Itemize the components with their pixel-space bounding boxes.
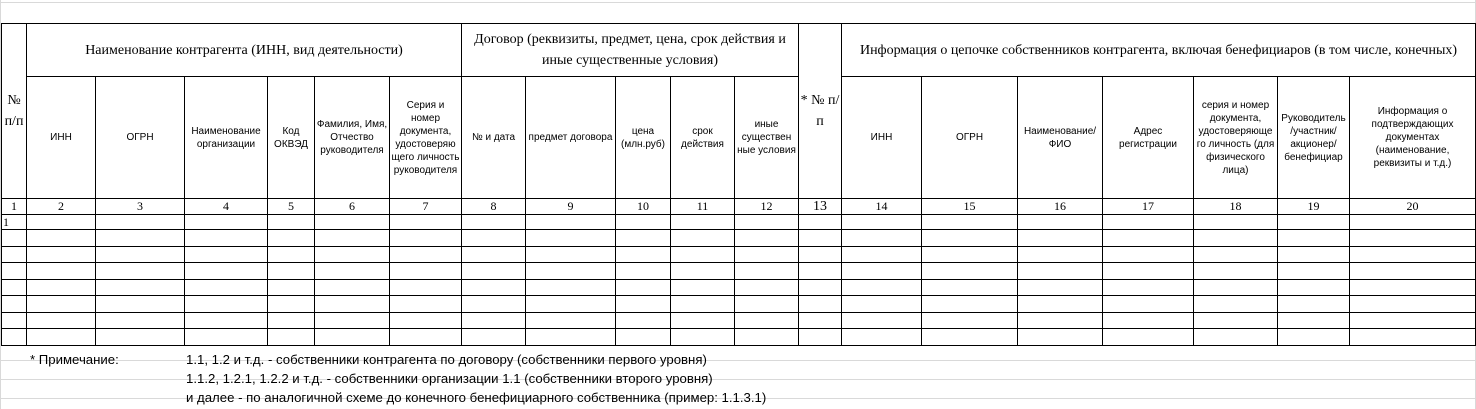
table-cell[interactable] <box>462 215 526 230</box>
subheader-contract-number-date: № и дата <box>462 77 526 199</box>
table-cell[interactable] <box>526 296 616 313</box>
table-cell[interactable] <box>1194 247 1278 263</box>
row-number-cell[interactable] <box>2 247 27 263</box>
table-cell[interactable] <box>268 230 315 247</box>
subheader-owner-inn: ИНН <box>842 77 922 199</box>
table-cell[interactable] <box>1350 230 1476 247</box>
table-cell[interactable] <box>1194 230 1278 247</box>
column-number: 9 <box>526 199 616 215</box>
table-cell[interactable] <box>1278 230 1350 247</box>
subheader-contract-price: цена (млн.руб) <box>616 77 671 199</box>
table-cell[interactable] <box>268 296 315 313</box>
table-cell[interactable] <box>390 329 462 346</box>
table-cell[interactable] <box>671 280 735 296</box>
table-cell[interactable] <box>1278 280 1350 296</box>
table-cell[interactable] <box>390 230 462 247</box>
column-number: 17 <box>1103 199 1194 215</box>
table-cell[interactable] <box>27 230 96 247</box>
subheader-other-terms: иные существен ные условия <box>735 77 799 199</box>
column-number: 14 <box>842 199 922 215</box>
table-cell[interactable] <box>462 247 526 263</box>
column-number: 10 <box>616 199 671 215</box>
subheader-okved: Код ОКВЭД <box>268 77 315 199</box>
table-cell[interactable] <box>526 280 616 296</box>
table-row <box>2 263 1476 280</box>
table-cell[interactable] <box>268 329 315 346</box>
table-cell[interactable] <box>799 296 842 313</box>
table-cell[interactable] <box>1018 280 1103 296</box>
subheader-inn: ИНН <box>27 77 96 199</box>
table-cell[interactable] <box>185 280 268 296</box>
table-cell[interactable] <box>735 247 799 263</box>
table-cell[interactable] <box>27 215 96 230</box>
table-cell[interactable] <box>462 230 526 247</box>
table-cell[interactable] <box>1350 296 1476 313</box>
table-cell[interactable] <box>1103 247 1194 263</box>
table-cell[interactable] <box>96 263 185 280</box>
table-cell[interactable] <box>922 263 1018 280</box>
table-cell[interactable] <box>96 280 185 296</box>
table-cell[interactable] <box>1278 263 1350 280</box>
subheader-contract-term: срок действия <box>671 77 735 199</box>
table-cell[interactable] <box>842 296 922 313</box>
subheader-director-name: Фамилия, Имя, Отчество руководителя <box>315 77 390 199</box>
table-cell[interactable] <box>1350 280 1476 296</box>
table-cell[interactable] <box>1103 313 1194 329</box>
table-cell[interactable] <box>526 215 616 230</box>
table-cell[interactable] <box>1278 296 1350 313</box>
table-row <box>2 215 1476 230</box>
table-cell[interactable] <box>1194 329 1278 346</box>
table-cell[interactable] <box>616 247 671 263</box>
table-cell[interactable] <box>799 215 842 230</box>
table-cell[interactable] <box>390 247 462 263</box>
column-number: 12 <box>735 199 799 215</box>
table-cell[interactable] <box>842 313 922 329</box>
table-cell[interactable] <box>1278 215 1350 230</box>
table-cell[interactable] <box>268 313 315 329</box>
table-cell[interactable] <box>922 230 1018 247</box>
footnote-label: * Примечание: <box>30 352 119 367</box>
column-number: 2 <box>27 199 96 215</box>
table-cell[interactable] <box>1350 313 1476 329</box>
column-number: 16 <box>1018 199 1103 215</box>
table-cell[interactable] <box>616 215 671 230</box>
table-cell[interactable] <box>185 296 268 313</box>
column-number: 18 <box>1194 199 1278 215</box>
table-cell[interactable] <box>1103 263 1194 280</box>
column-number: 7 <box>390 199 462 215</box>
table-cell[interactable] <box>671 215 735 230</box>
table-cell[interactable] <box>735 263 799 280</box>
table-cell[interactable] <box>1018 313 1103 329</box>
table-cell[interactable] <box>799 313 842 329</box>
table-cell[interactable] <box>616 230 671 247</box>
row-number-cell[interactable] <box>2 296 27 313</box>
table-cell[interactable] <box>96 247 185 263</box>
column-number: 1 <box>2 199 27 215</box>
table-cell[interactable] <box>27 313 96 329</box>
subheader-owner-address: Адрес регистрации <box>1103 77 1194 199</box>
table-cell[interactable] <box>96 329 185 346</box>
column-number: 8 <box>462 199 526 215</box>
subheader-supporting-docs: Информация о подтверждающих документах (наименование, реквизиты и т.д.) <box>1350 77 1476 199</box>
table-cell[interactable] <box>1194 280 1278 296</box>
table-cell[interactable] <box>462 296 526 313</box>
row-number-header: № п/п <box>2 24 27 199</box>
table-cell[interactable] <box>616 296 671 313</box>
table-cell[interactable] <box>1103 280 1194 296</box>
table-row <box>2 230 1476 247</box>
row-number-cell[interactable] <box>2 329 27 346</box>
table-cell[interactable] <box>526 313 616 329</box>
table-cell[interactable] <box>462 280 526 296</box>
footnote-line: 1.1.2, 1.2.1, 1.2.2 и т.д. - собственники организации 1.1 (собственники второго уровня) <box>186 371 713 386</box>
table-cell[interactable] <box>268 263 315 280</box>
table-cell[interactable] <box>1194 215 1278 230</box>
table-cell[interactable] <box>1278 313 1350 329</box>
table-cell[interactable] <box>315 280 390 296</box>
table-cell[interactable] <box>799 263 842 280</box>
table-cell[interactable] <box>671 329 735 346</box>
column-number: 6 <box>315 199 390 215</box>
table-cell[interactable] <box>1018 215 1103 230</box>
table-cell[interactable] <box>185 230 268 247</box>
footnote-line: 1.1, 1.2 и т.д. - собственники контрагента по договору (собственники первого уровня) <box>186 352 707 367</box>
table-cell[interactable] <box>1103 215 1194 230</box>
table-row <box>2 280 1476 296</box>
table-cell[interactable] <box>1018 296 1103 313</box>
table-cell[interactable] <box>185 329 268 346</box>
table-cell[interactable] <box>1278 329 1350 346</box>
table-cell[interactable] <box>922 280 1018 296</box>
table-cell[interactable] <box>1103 329 1194 346</box>
table-row <box>2 296 1476 313</box>
table-cell[interactable] <box>922 313 1018 329</box>
table-cell[interactable] <box>390 313 462 329</box>
column-number: 4 <box>185 199 268 215</box>
table-cell[interactable] <box>1194 296 1278 313</box>
table-cell[interactable] <box>1278 247 1350 263</box>
table-row <box>2 313 1476 329</box>
table-cell[interactable] <box>96 230 185 247</box>
row-number-cell[interactable] <box>2 313 27 329</box>
table-cell[interactable] <box>1194 263 1278 280</box>
table-cell[interactable] <box>315 247 390 263</box>
table-row <box>2 329 1476 346</box>
table-row <box>2 247 1476 263</box>
table-cell[interactable] <box>735 215 799 230</box>
subheader-owner-id-doc: серия и номер документа, удостоверяюще го личность (для физического лица) <box>1194 77 1278 199</box>
subheader-org-name: Наименование организации <box>185 77 268 199</box>
column-number: 20 <box>1350 199 1476 215</box>
table-cell[interactable] <box>616 263 671 280</box>
table-cell[interactable] <box>735 280 799 296</box>
table-cell[interactable] <box>1018 263 1103 280</box>
table-cell[interactable] <box>671 263 735 280</box>
table-cell[interactable] <box>27 247 96 263</box>
subheader-owner-ogrn: ОГРН <box>922 77 1018 199</box>
table-cell[interactable] <box>616 313 671 329</box>
table-cell[interactable] <box>315 215 390 230</box>
column-number: 5 <box>268 199 315 215</box>
table-cell[interactable] <box>315 263 390 280</box>
table-cell[interactable] <box>526 230 616 247</box>
table-cell[interactable] <box>842 263 922 280</box>
table-cell[interactable] <box>185 215 268 230</box>
column-number: 13 <box>799 199 842 215</box>
table-cell[interactable] <box>315 230 390 247</box>
table-cell[interactable] <box>526 247 616 263</box>
table-cell[interactable] <box>27 329 96 346</box>
table-cell[interactable] <box>735 313 799 329</box>
table-cell[interactable] <box>96 215 185 230</box>
table-cell[interactable] <box>1103 230 1194 247</box>
table-cell[interactable] <box>922 296 1018 313</box>
table-cell[interactable] <box>526 329 616 346</box>
column-number: 3 <box>96 199 185 215</box>
table-cell[interactable] <box>1018 230 1103 247</box>
table-cell[interactable] <box>735 329 799 346</box>
subheader-owner-name: Наименование/ ФИО <box>1018 77 1103 199</box>
table-cell[interactable] <box>1018 329 1103 346</box>
row-number-cell[interactable] <box>2 230 27 247</box>
table-cell[interactable] <box>315 329 390 346</box>
table-cell[interactable] <box>390 263 462 280</box>
subheader-director-id-doc: Серия и номер документа, удостоверяю щего личность руководителя <box>390 77 462 199</box>
counterparty-group-header: Наименование контрагента (ИНН, вид деятельности) <box>27 24 462 77</box>
table-cell[interactable] <box>315 296 390 313</box>
table-cell[interactable] <box>268 215 315 230</box>
footnote-line: и далее - по аналогичной схеме до конечного бенефициарного собственника (пример: 1.1.3.1) <box>186 390 767 405</box>
contract-group-header: Договор (реквизиты, предмет, цена, срок действия и иные существенные условия) <box>462 24 799 77</box>
table-cell[interactable] <box>27 280 96 296</box>
data-rows <box>2 215 1476 346</box>
table-cell[interactable] <box>1103 296 1194 313</box>
column-number-row <box>2 199 1476 215</box>
table-cell[interactable] <box>462 329 526 346</box>
table-cell[interactable] <box>390 215 462 230</box>
owners-group-header: Информация о цепочке собственников контрагента, включая бенефициаров (в том числе, конечных) <box>842 24 1476 77</box>
table-cell[interactable] <box>922 247 1018 263</box>
table-cell[interactable] <box>27 296 96 313</box>
column-number: 19 <box>1278 199 1350 215</box>
table-cell[interactable] <box>1350 215 1476 230</box>
table-cell[interactable] <box>671 313 735 329</box>
table-cell[interactable] <box>842 215 922 230</box>
table-cell[interactable] <box>27 263 96 280</box>
table-cell[interactable] <box>922 215 1018 230</box>
table-cell[interactable] <box>616 329 671 346</box>
table-cell[interactable] <box>671 296 735 313</box>
table-cell[interactable] <box>96 296 185 313</box>
table-cell[interactable] <box>842 230 922 247</box>
table-cell[interactable] <box>390 296 462 313</box>
table-cell[interactable] <box>462 313 526 329</box>
table-cell[interactable] <box>735 230 799 247</box>
table-cell[interactable] <box>922 329 1018 346</box>
subheader-contract-subject: предмет договора <box>526 77 616 199</box>
table-cell[interactable] <box>185 263 268 280</box>
table-cell[interactable] <box>1194 313 1278 329</box>
row-number-cell[interactable]: 1 <box>2 215 27 230</box>
table-cell[interactable] <box>315 313 390 329</box>
table-cell[interactable] <box>1350 329 1476 346</box>
table-cell[interactable] <box>462 263 526 280</box>
subheader-ogrn: ОГРН <box>96 77 185 199</box>
subheader-owner-role: Руководитель /участник/ акционер/ бенефициар <box>1278 77 1350 199</box>
row-number-cell[interactable] <box>2 263 27 280</box>
column-number: 15 <box>922 199 1018 215</box>
table-cell[interactable] <box>842 280 922 296</box>
table-cell[interactable] <box>1350 247 1476 263</box>
table-cell[interactable] <box>526 263 616 280</box>
table-cell[interactable] <box>799 329 842 346</box>
table-cell[interactable] <box>268 247 315 263</box>
table-cell[interactable] <box>735 296 799 313</box>
table-cell[interactable] <box>185 313 268 329</box>
owners-number-header: * № п/п <box>799 24 842 199</box>
column-number: 11 <box>671 199 735 215</box>
table-cell[interactable] <box>842 329 922 346</box>
table-cell[interactable] <box>671 247 735 263</box>
row-number-cell[interactable] <box>2 280 27 296</box>
table-cell[interactable] <box>268 280 315 296</box>
table-cell[interactable] <box>842 247 922 263</box>
table-cell[interactable] <box>671 230 735 247</box>
table-cell[interactable] <box>799 230 842 247</box>
counterparty-register-table <box>1 23 1476 346</box>
table-cell[interactable] <box>799 247 842 263</box>
table-cell[interactable] <box>799 280 842 296</box>
table-cell[interactable] <box>1350 263 1476 280</box>
table-cell[interactable] <box>390 280 462 296</box>
table-cell[interactable] <box>616 280 671 296</box>
table-cell[interactable] <box>185 247 268 263</box>
table-cell[interactable] <box>96 313 185 329</box>
table-cell[interactable] <box>1018 247 1103 263</box>
